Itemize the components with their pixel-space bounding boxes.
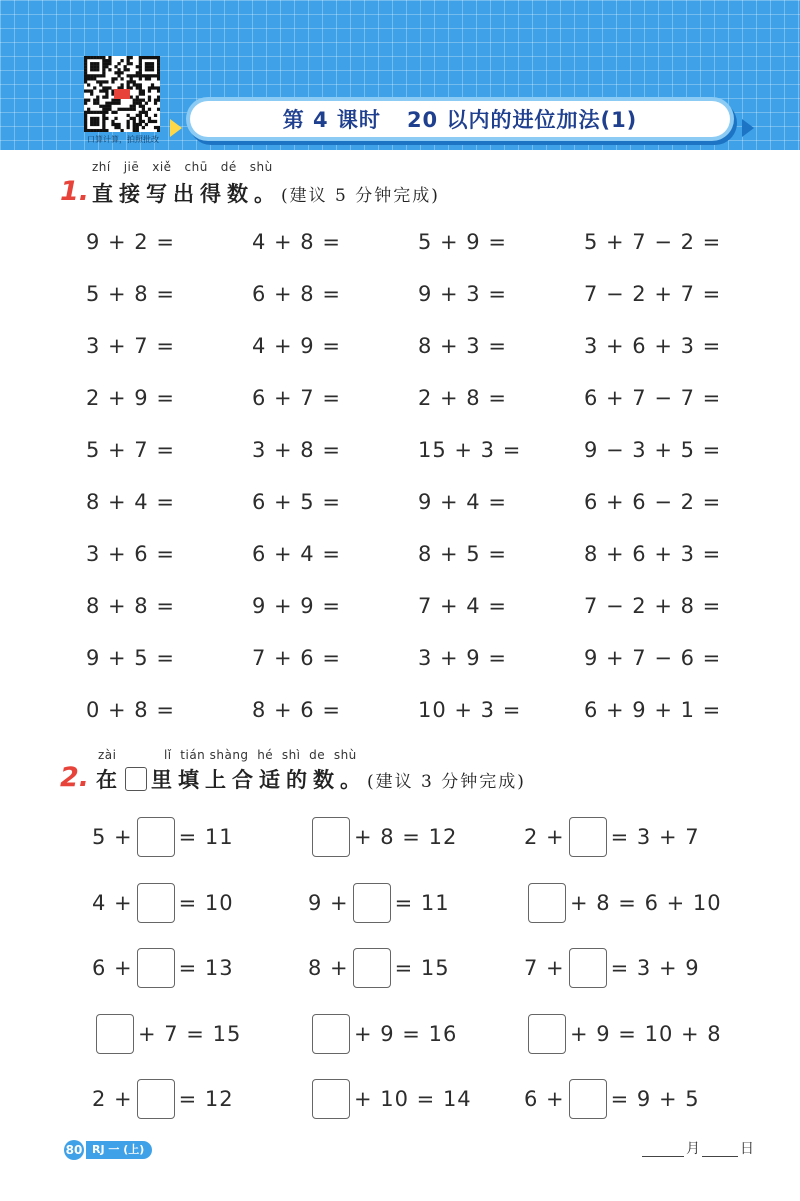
section1-problem-grid: [86, 218, 726, 738]
calc-problem: 6 + 4 =: [252, 542, 341, 566]
calc-problem: 6 + 8 =: [252, 282, 341, 306]
calc-problem: 4 + 9 =: [252, 334, 341, 358]
calc-problem: 3 + 6 =: [86, 542, 175, 566]
calc-problem: 9 + 2 =: [86, 230, 175, 254]
lesson-title-bar: [190, 101, 730, 137]
calc-problem: 7 + 6 =: [252, 646, 341, 670]
answer-box[interactable]: [528, 1014, 566, 1054]
calc-problem: 2 + 8 =: [418, 386, 507, 410]
problem-prefix: 6 +: [92, 956, 133, 980]
calc-problem: 6 + 6 − 2 =: [584, 490, 722, 514]
header-band: [0, 0, 800, 150]
section1-pinyin: zhí jiē xiě chū dé shù: [92, 160, 273, 174]
calc-problem: 7 − 2 + 7 =: [584, 282, 722, 306]
problem-suffix: = 3 + 7: [610, 825, 700, 849]
answer-box[interactable]: [569, 1079, 607, 1119]
problem-prefix: 5 +: [92, 825, 133, 849]
answer-box[interactable]: [137, 1079, 175, 1119]
section2-time-note: (建议 3 分钟完成): [367, 771, 526, 792]
day-label: 日: [740, 1141, 754, 1157]
fill-in-problem: [524, 816, 752, 858]
calc-problem: 5 + 8 =: [86, 282, 175, 306]
qr-code-icon[interactable]: [84, 56, 160, 132]
fill-in-problem: [524, 1078, 752, 1120]
calc-problem: 5 + 7 − 2 =: [584, 230, 722, 254]
day-blank[interactable]: [702, 1156, 738, 1157]
problem-prefix: 2 +: [524, 825, 565, 849]
section1-title: 直接写出得数。 (建议 5 分钟完成): [92, 182, 440, 206]
answer-box[interactable]: [569, 948, 607, 988]
section1-number: 1.: [60, 176, 90, 207]
calc-problem: 9 + 4 =: [418, 490, 507, 514]
answer-box[interactable]: [353, 948, 391, 988]
answer-box[interactable]: [312, 1014, 350, 1054]
problem-prefix: 4 +: [92, 890, 133, 915]
calc-problem: 9 + 9 =: [252, 594, 341, 618]
calc-problem: 9 + 5 =: [86, 646, 175, 670]
month-label: 月: [686, 1141, 700, 1157]
problem-suffix: + 8 = 12: [354, 825, 458, 849]
calc-problem: 8 + 3 =: [418, 334, 507, 358]
answer-box[interactable]: [528, 883, 566, 923]
fill-in-problem: [308, 1013, 524, 1055]
problem-suffix: + 8 = 6 + 10: [570, 890, 722, 915]
edition-tag: RJ 一 (上): [86, 1141, 152, 1159]
section2-number: 2.: [60, 762, 90, 793]
problem-suffix: + 9 = 10 + 8: [570, 1021, 722, 1046]
fill-in-problem: [524, 1013, 752, 1055]
problem-prefix: 8 +: [308, 956, 349, 980]
calc-problem: 9 + 3 =: [418, 282, 507, 306]
answer-box[interactable]: [137, 948, 175, 988]
calc-problem: 3 + 7 =: [86, 334, 175, 358]
section2-pinyin: zài lǐ tián shàng hé shì de shù: [98, 748, 357, 762]
calc-problem: 7 − 2 + 8 =: [584, 594, 722, 618]
fill-in-problem: [308, 947, 524, 989]
answer-box[interactable]: [569, 817, 607, 857]
fill-in-problem: [92, 947, 308, 989]
calc-problem: 9 + 7 − 6 =: [584, 646, 722, 670]
calc-problem: 6 + 7 =: [252, 386, 341, 410]
calc-problem: 8 + 6 =: [252, 698, 341, 722]
answer-box[interactable]: [312, 1079, 350, 1119]
qr-caption: 口算计算，拍照批改: [87, 135, 159, 144]
problem-prefix: 9 +: [308, 890, 349, 915]
problem-prefix: 2 +: [92, 1087, 133, 1111]
calc-problem: 4 + 8 =: [252, 230, 341, 254]
section2-title: 在 里填上合适的数。 (建议 3 分钟完成): [96, 768, 526, 792]
problem-prefix: 7 +: [524, 956, 565, 980]
calc-problem: 3 + 9 =: [418, 646, 507, 670]
calc-problem: 0 + 8 =: [86, 698, 175, 722]
fill-in-problem: [92, 1078, 308, 1120]
lesson-topic: 20 以内的进位加法(1): [406, 108, 638, 132]
calc-problem: 10 + 3 =: [418, 698, 522, 722]
problem-suffix: = 11: [178, 825, 234, 849]
answer-box[interactable]: [137, 817, 175, 857]
left-arrow-decoration-icon: [170, 119, 182, 137]
calc-problem: 8 + 5 =: [418, 542, 507, 566]
calc-problem: 8 + 8 =: [86, 594, 175, 618]
fill-in-problem: [308, 1078, 524, 1120]
section2-title-box: [125, 767, 147, 791]
problem-suffix: = 10: [178, 890, 234, 915]
problem-suffix: = 3 + 9: [610, 956, 700, 980]
problem-suffix: = 15: [394, 956, 450, 980]
calc-problem: 3 + 8 =: [252, 438, 341, 462]
calc-problem: 5 + 9 =: [418, 230, 507, 254]
problem-suffix: + 9 = 16: [354, 1021, 458, 1046]
calc-problem: 8 + 4 =: [86, 490, 175, 514]
calc-problem: 6 + 7 − 7 =: [584, 386, 722, 410]
section1-time-note: (建议 5 分钟完成): [281, 185, 440, 206]
calc-problem: 3 + 6 + 3 =: [584, 334, 722, 358]
fill-in-problem: [92, 816, 308, 858]
fill-in-problem: [308, 882, 524, 924]
problem-suffix: = 11: [394, 890, 450, 915]
page-number-badge: 80: [64, 1140, 84, 1160]
problem-suffix: = 12: [178, 1087, 234, 1111]
fill-in-problem: [92, 882, 308, 924]
lesson-number: 第 4 课时: [282, 108, 381, 132]
calc-problem: 8 + 6 + 3 =: [584, 542, 722, 566]
answer-box[interactable]: [96, 1014, 134, 1054]
answer-box[interactable]: [353, 883, 391, 923]
problem-suffix: + 7 = 15: [138, 1021, 242, 1046]
calc-problem: 15 + 3 =: [418, 438, 522, 462]
right-arrow-decoration-icon: [742, 119, 754, 137]
calc-problem: 5 + 7 =: [86, 438, 175, 462]
problem-suffix: = 13: [178, 956, 234, 980]
calc-problem: 6 + 5 =: [252, 490, 341, 514]
section2-problem-grid: [92, 816, 752, 1144]
fill-in-problem: [308, 816, 524, 858]
fill-in-problem: [524, 882, 752, 924]
calc-problem: 9 − 3 + 5 =: [584, 438, 722, 462]
fill-in-problem: [92, 1013, 308, 1055]
calc-problem: 2 + 9 =: [86, 386, 175, 410]
month-blank[interactable]: [642, 1156, 684, 1157]
answer-box[interactable]: [137, 883, 175, 923]
problem-prefix: 6 +: [524, 1087, 565, 1111]
fill-in-problem: [524, 947, 752, 989]
calc-problem: 6 + 9 + 1 =: [584, 698, 722, 722]
answer-box[interactable]: [312, 817, 350, 857]
problem-suffix: = 9 + 5: [610, 1087, 700, 1111]
problem-suffix: + 10 = 14: [354, 1087, 472, 1111]
calc-problem: 7 + 4 =: [418, 594, 507, 618]
